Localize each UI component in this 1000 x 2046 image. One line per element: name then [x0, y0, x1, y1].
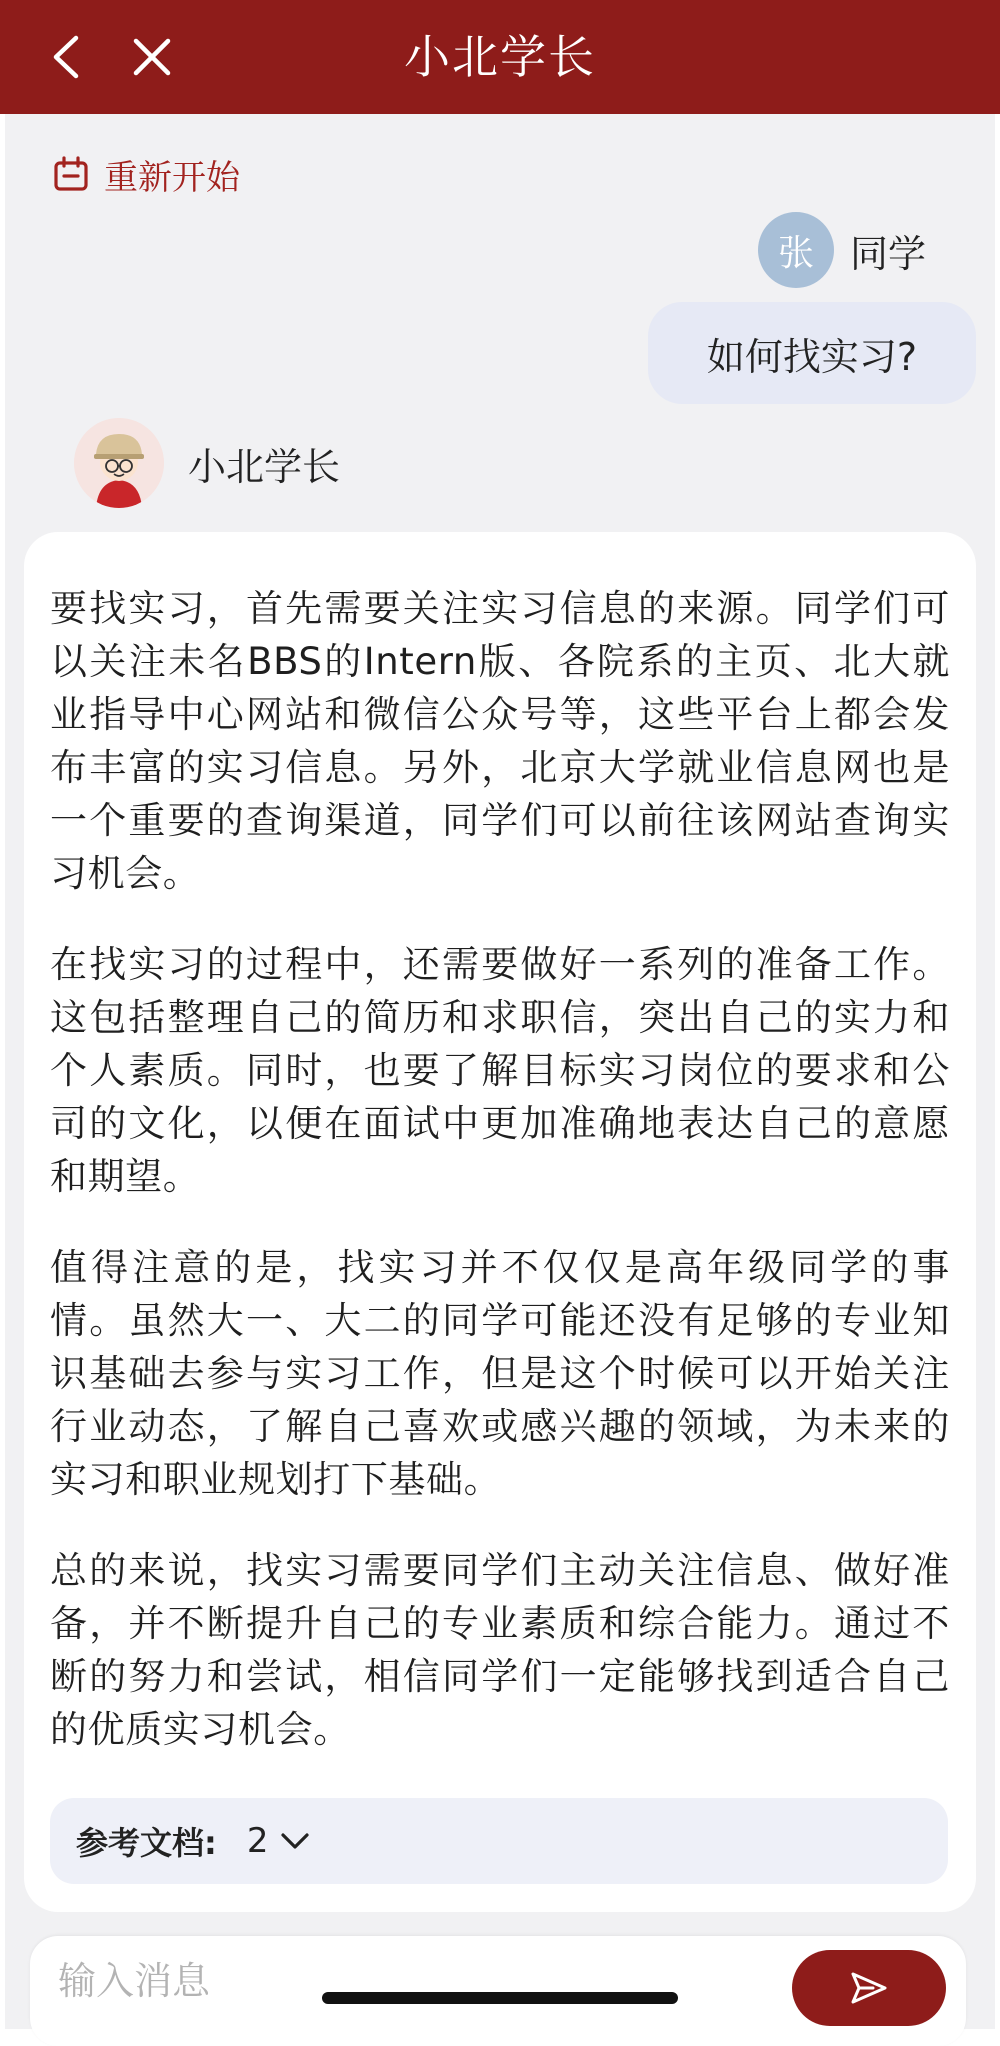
- references-label: 参考文档:: [76, 1824, 217, 1862]
- bot-header: [74, 418, 340, 508]
- bot-avatar: [74, 418, 164, 508]
- send-button[interactable]: [792, 1950, 946, 2026]
- answer-paragraph: 在找实习的过程中，还需要做好一系列的准备工作。这包括整理自己的简历和求职信，突出自己的实力和个人素质。同时，也要了解目标实习岗位的要求和公司的文化，以便在面试中更加准确地表达自己的意愿和期望。: [50, 943, 950, 1198]
- restart-icon: [52, 155, 90, 193]
- user-message-bubble: 如何找实习?: [648, 302, 976, 404]
- mascot-avatar-icon: [74, 418, 164, 508]
- answer-card: [24, 532, 976, 1912]
- restart-label: 重新开始: [104, 157, 240, 198]
- message-composer: [30, 1936, 966, 2046]
- send-icon: [849, 1970, 889, 2006]
- nav-bar: [0, 0, 1000, 114]
- user-avatar: 张: [758, 212, 834, 288]
- chevron-down-icon: [278, 1829, 312, 1853]
- bot-name: 小北学长: [188, 444, 341, 489]
- page-title: 小北学长: [404, 30, 596, 84]
- answer-paragraph: 总的来说，找实习需要同学们主动关注信息、做好准备，并不断提升自己的专业素质和综合能力。通过不断的努力和尝试，相信同学们一定能够找到适合自己的优质实习机会。: [50, 1549, 950, 1751]
- references-toggle[interactable]: [50, 1798, 948, 1884]
- answer-paragraph: 要找实习，首先需要关注实习信息的来源。同学们可以关注未名BBS的Intern版、各院系的主页、北大就业指导中心网站和微信公众号等，这些平台上都会发布丰富的实习信息。另外，北京大学就业信息网也是一个重要的查询渠道，同学们可以前往该网站查询实习机会。: [50, 587, 950, 895]
- answer-paragraph: 值得注意的是，找实习并不仅仅是高年级同学的事情。虽然大一、大二的同学可能还没有足够的专业知识基础去参与实习工作，但是这个时候可以开始关注行业动态，了解自己喜欢或感兴趣的领域，为未来的实习和职业规划打下基础。: [50, 1246, 950, 1501]
- home-indicator: [322, 1992, 678, 2004]
- user-header: [758, 212, 926, 288]
- restart-button[interactable]: [52, 150, 240, 198]
- user-name: 同学: [849, 231, 926, 276]
- answer-text: [50, 582, 950, 1794]
- references-count: 2: [246, 1821, 269, 1861]
